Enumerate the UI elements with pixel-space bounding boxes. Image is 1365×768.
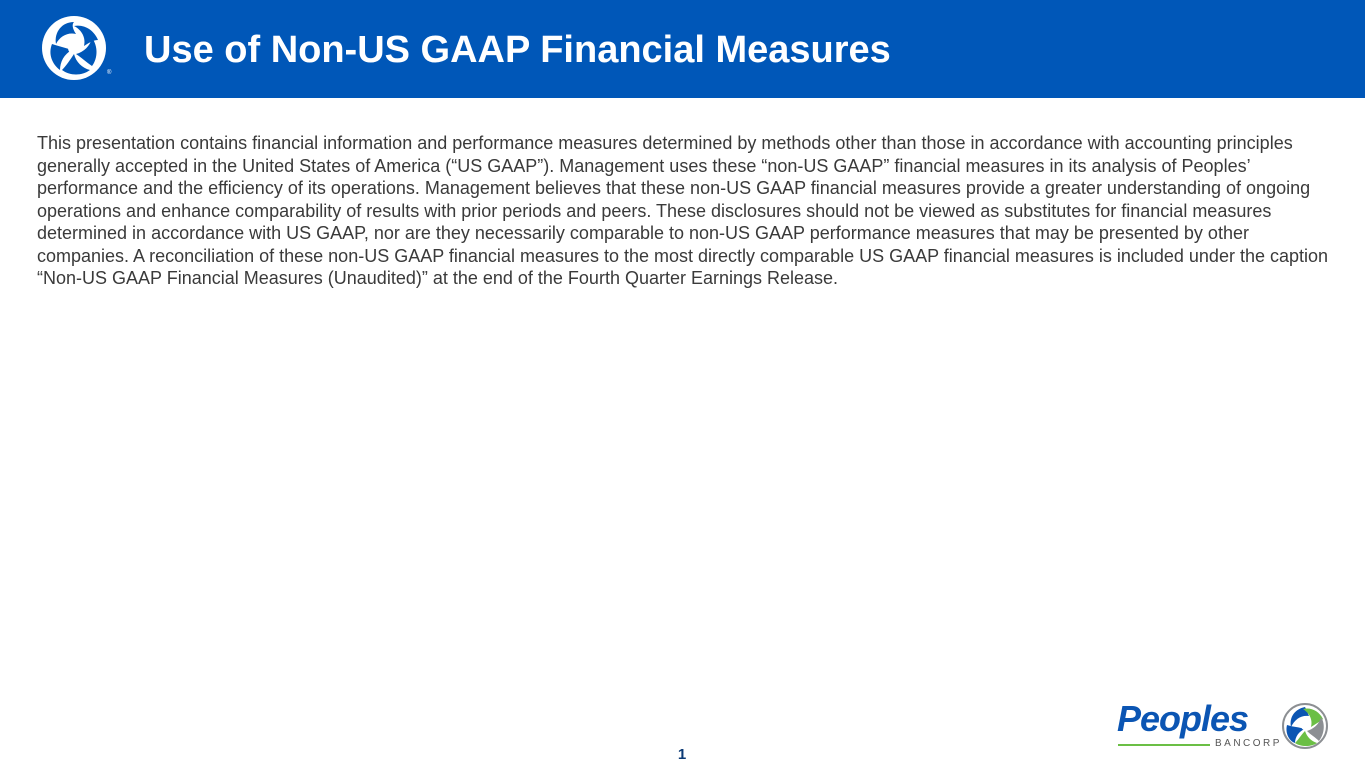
page-number: 1 <box>677 746 687 763</box>
disclosure-paragraph: This presentation contains financial information and performance measures determined by methods other than those in accordance with accounting principles generally accepted in the United States of America (“US GAAP”). Management uses these “non-US GAAP” financial measures in its analysis of Peoples’ performance and the efficiency of its operations. Management believes that these non-US GAAP financial measures provide a greater understanding of ongoing operations and enhance comparability of results with prior periods and peers. These disclosures should not be viewed as substitutes for financial measures determined in accordance with US GAAP, nor are they necessarily comparable to non-US GAAP performance measures that may be presented by other companies. A reconciliation of these non-US GAAP financial measures to the most directly comparable US GAAP financial measures is included under the caption “Non-US GAAP Financial Measures (Unaudited)” at the end of the Fourth Quarter Earnings Release. <box>37 133 1329 288</box>
brand-wordmark: Peoples <box>1117 698 1249 739</box>
brand-underline <box>1118 744 1210 746</box>
header-bar <box>0 0 1365 98</box>
peoples-bancorp-logo <box>1115 698 1337 754</box>
peoples-swirl-emblem-icon <box>1281 701 1331 751</box>
brand-subtitle: BANCORP <box>1215 738 1282 749</box>
svg-text:®: ® <box>107 70 112 76</box>
peoples-swirl-emblem-icon <box>40 14 112 82</box>
page-title: Use of Non-US GAAP Financial Measures <box>144 29 891 71</box>
